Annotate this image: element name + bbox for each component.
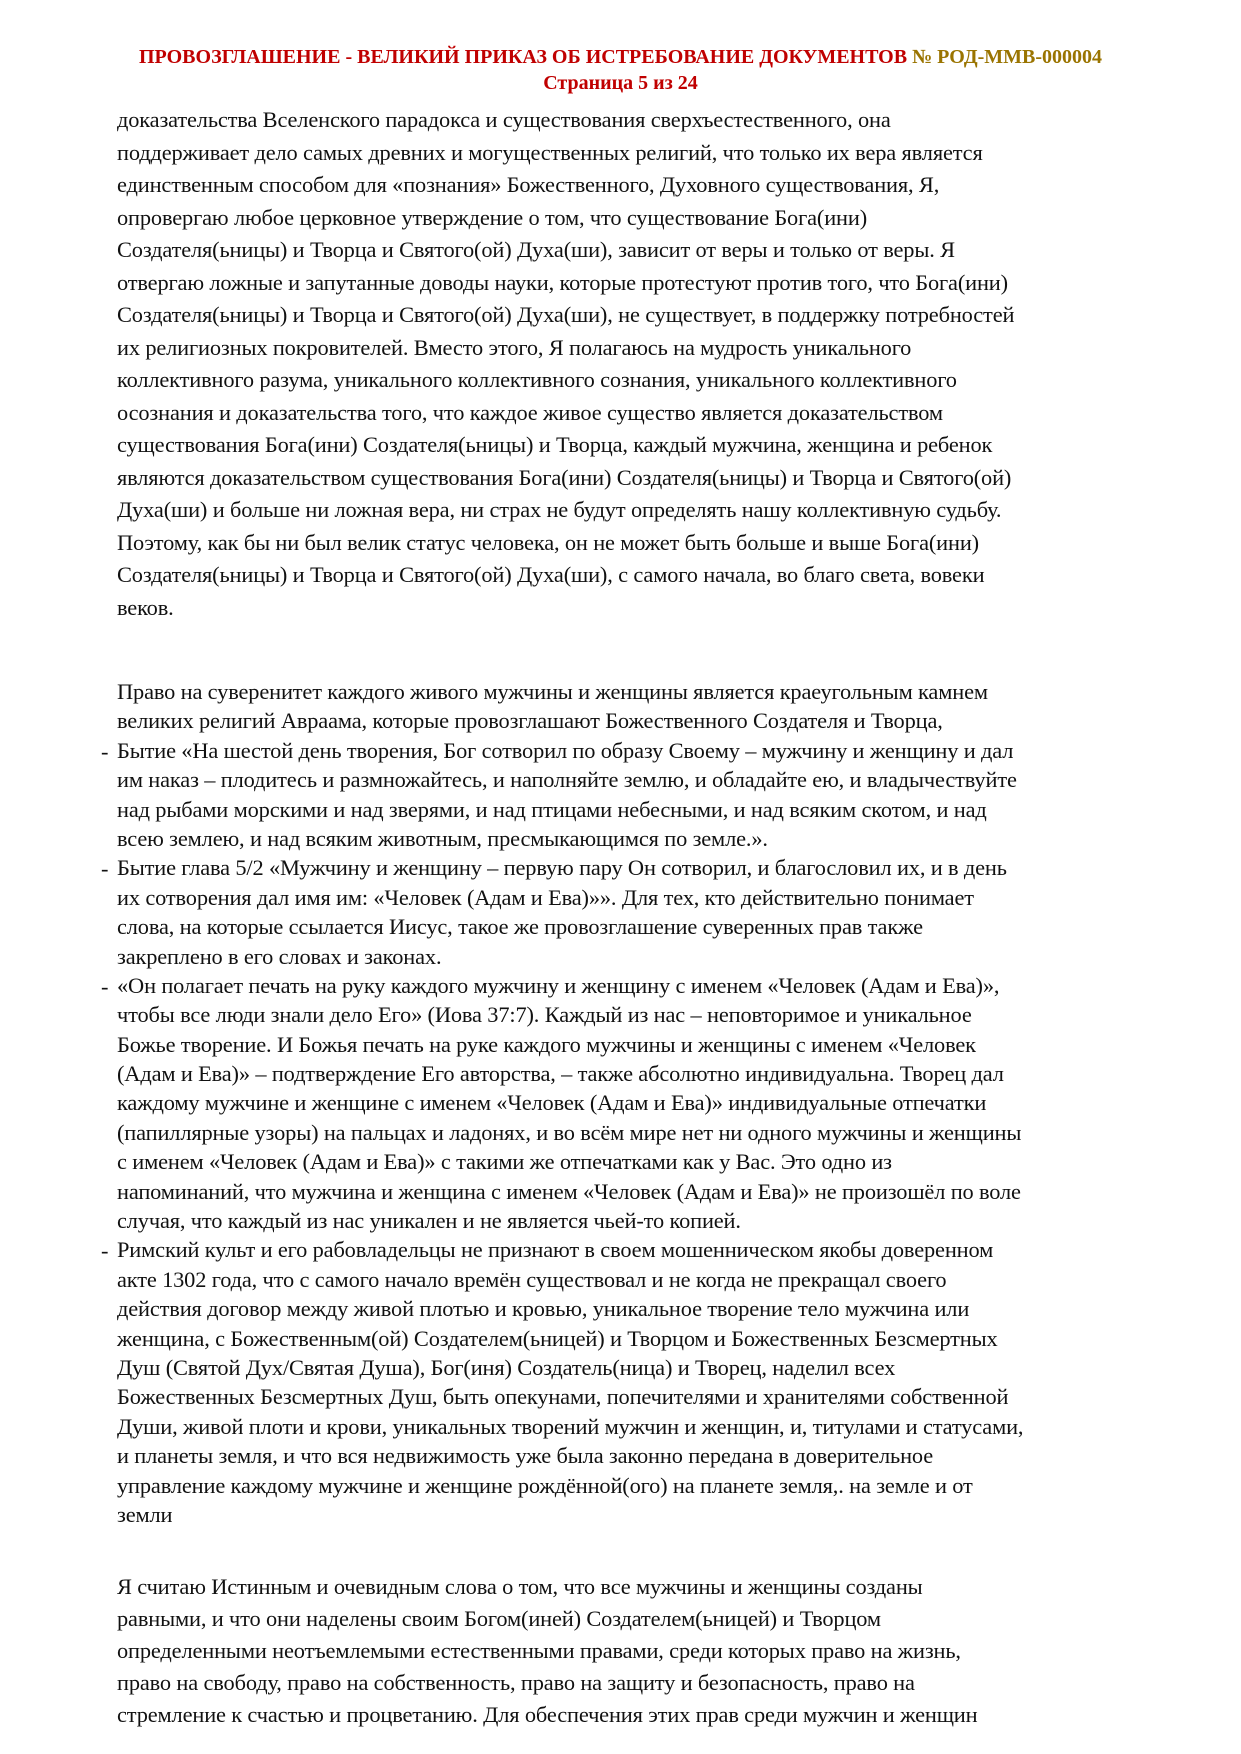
page-indicator: Страница 5 из 24 (543, 72, 698, 94)
text-line: Бытие глава 5/2 «Мужчину и женщину – первую пару Он сотворил, и благословил их, и в день (117, 855, 1007, 881)
text-line: каждому мужчине и женщине с именем «Человек (Адам и Ева)» индивидуальные отпечатки (117, 1090, 987, 1116)
text-line: опровергаю любое церковное утверждение о том, что существование Бога(ини) (117, 204, 868, 230)
text-line: стремление к счастью и процветанию. Для обеспечения этих прав среди мужчин и женщин (117, 1702, 978, 1728)
text-line: (Адам и Ева)» – подтверждение Его авторства, – также абсолютно индивидуальна. Творец дал (117, 1061, 1004, 1087)
header-title: ПРОВОЗГЛАШЕНИЕ - ВЕЛИКИЙ ПРИКАЗ ОБ ИСТРЕБОВАНИЕ ДОКУМЕНТОВ (138, 46, 908, 68)
text-line: чтобы все люди знали дело Его» (Иова 37:7). Каждый из нас – неповторимое и уникальное (117, 1002, 972, 1028)
text-line: коллективного разума, уникального коллективного сознания, уникального коллективного (117, 367, 957, 392)
text-line: Создателя(ьницы) и Творца и Святого(ой) Духа(ши), не существует, в поддержку потребностей (117, 302, 1015, 327)
text-line: отвергаю ложные и запутанные доводы науки, которые протестуют против того, что Бога(ини) (117, 269, 1008, 295)
text-line: слова, на которые ссылается Иисус, такое же провозглашение суверенных прав также (117, 914, 923, 940)
text-line: им наказ – плодитесь и размножайтесь, и наполняйте землю, и обладайте ею, и владычествуйте (117, 767, 1017, 793)
text-line: Право на суверенитет каждого живого мужчины и женщины является краеугольным камнем (117, 679, 988, 704)
text-line: управление каждому мужчине и женщине рождённой(ого) на планете земля,. на земле и от (117, 1472, 973, 1498)
text-line: Бытие «На шестой день творения, Бог сотворил по образу Своему – мужчину и женщину и дал (117, 737, 1014, 763)
text-line: равными, и что они наделены своим Богом(иней) Создателем(ьницей) и Творцом (117, 1606, 881, 1632)
bullet-item (101, 853, 1157, 971)
document-body (101, 104, 1157, 1731)
bullet-dash: - (101, 738, 109, 764)
text-line: Создателя(ьницы) и Творца и Святого(ой) Духа(ши), зависит от веры и только от веры. Я (117, 237, 955, 262)
text-line: действия договор между живой плотью и кровью, уникальное творение тело мужчина или (117, 1296, 970, 1322)
text-line: и планеты земля, и что вся недвижимость уже была законно передана в доверительное (117, 1443, 934, 1469)
text-line: с именем «Человек (Адам и Ева)» с такими же отпечатками как у Вас. Это одно из (117, 1149, 892, 1175)
text-line: существования Бога(ини) Создателя(ьницы) и Творца, каждый мужчина, женщина и ребенок (117, 432, 993, 457)
text-line: право на свободу, право на собственность, право на защиту и безопасность, право на (117, 1670, 915, 1696)
text-line: всею землею, и над всяким животным, пресмыкающимся по земле.». (117, 825, 768, 851)
text-line: их религиозных покровителей. Вместо этого, Я полагаюсь на мудрость уникального (117, 334, 912, 360)
text-line: случая, что каждый из нас уникален и не является чьей-то копией. (117, 1208, 741, 1234)
paragraph-2 (101, 677, 1157, 1529)
text-line: закреплено в его словах и законах. (117, 943, 442, 969)
document-header (0, 44, 1241, 96)
text-line: являются доказательством существования Бога(ини) Создателя(ьницы) и Творца и Святого(ой) (117, 464, 1012, 490)
text-line: доказательства Вселенского парадокса и существования сверхъестественного, она (117, 107, 891, 132)
text-line: акте 1302 года, что с самого начало времён существовал и не когда не прекращал своего (117, 1266, 947, 1292)
text-line: «Он полагает печать на руку каждого мужчину и женщину с именем «Человек (Адам и Ева)», (117, 972, 1000, 998)
text-line: Божественных Безсмертных Душ, быть опекунами, попечителями и хранителями собственной (117, 1384, 1009, 1410)
text-line: поддерживает дело самых древних и могущественных религий, что только их вера является (117, 139, 983, 165)
text-line: Божье творение. И Божья печать на руке каждого мужчины и женщины с именем «Человек (117, 1031, 976, 1057)
text-line: Римский культ и его рабовладельцы не признают в своем мошенническом якобы доверенном (117, 1237, 994, 1263)
text-line: (папиллярные узоры) на пальцах и ладонях, и во всём мире нет ни одного мужчины и женщины (117, 1119, 1022, 1145)
text-line: веков. (117, 594, 174, 620)
text-line: Поэтому, как бы ни был велик статус человека, он не может быть больше и выше Бога(ини) (117, 529, 979, 555)
text-line: единственным способом для «познания» Божественного, Духовного существования, Я, (117, 172, 940, 197)
bullet-item (101, 736, 1157, 854)
text-line: земли (117, 1501, 173, 1527)
bullet-dash: - (101, 973, 109, 999)
text-line: осознания и доказательства того, что каждое живое существо является доказательством (117, 399, 943, 425)
bullet-dash: - (101, 1238, 109, 1264)
bullet-item (101, 1235, 1157, 1529)
paragraph-spacer (117, 1529, 1157, 1571)
bullet-item (101, 971, 1157, 1236)
text-line: Душ (Святой Дух/Святая Душа), Бог(иня) Создатель(ница) и Творец, наделил всех (117, 1354, 896, 1380)
text-line: Души, живой плоти и крови, уникальных творений мужчин и женщин, и, титулами и статусами, (117, 1413, 1024, 1439)
paragraph-1 (117, 104, 1157, 624)
text-line: над рыбами морскими и над зверями, и над птицами небесными, и над всяким скотом, и над (117, 796, 987, 822)
header-title-line (0, 44, 1241, 70)
text-line: Духа(ши) и больше ни ложная вера, ни страх не будут определять нашу коллективную судьбу. (117, 497, 1002, 522)
text-line: Создателя(ьницы) и Творца и Святого(ой) Духа(ши), с самого начала, во благо света, вовеки (117, 562, 985, 587)
text-line: их сотворения дал имя им: «Человек (Адам и Ева)»». Для тех, кто действительно понимает (117, 884, 974, 910)
document-number: № РОД-ММВ-000004 (912, 46, 1103, 68)
paragraph-3 (117, 1571, 1157, 1731)
bullet-dash: - (101, 856, 109, 882)
text-line: женщина, с Божественным(ой) Создателем(ьницей) и Творцом и Божественных Безсмертных (117, 1325, 998, 1351)
text-line: напоминаний, что мужчина и женщина с именем «Человек (Адам и Ева)» не произошёл по воле (117, 1178, 1021, 1204)
paragraph-spacer (117, 624, 1157, 677)
text-line: великих религий Авраама, которые провозглашают Божественного Создателя и Творца, (117, 708, 943, 734)
text-line: Я считаю Истинным и очевидным слова о том, что все мужчины и женщины созданы (117, 1574, 923, 1600)
text-line: определенными неотъемлемыми естественными правами, среди которых право на жизнь, (117, 1638, 961, 1664)
